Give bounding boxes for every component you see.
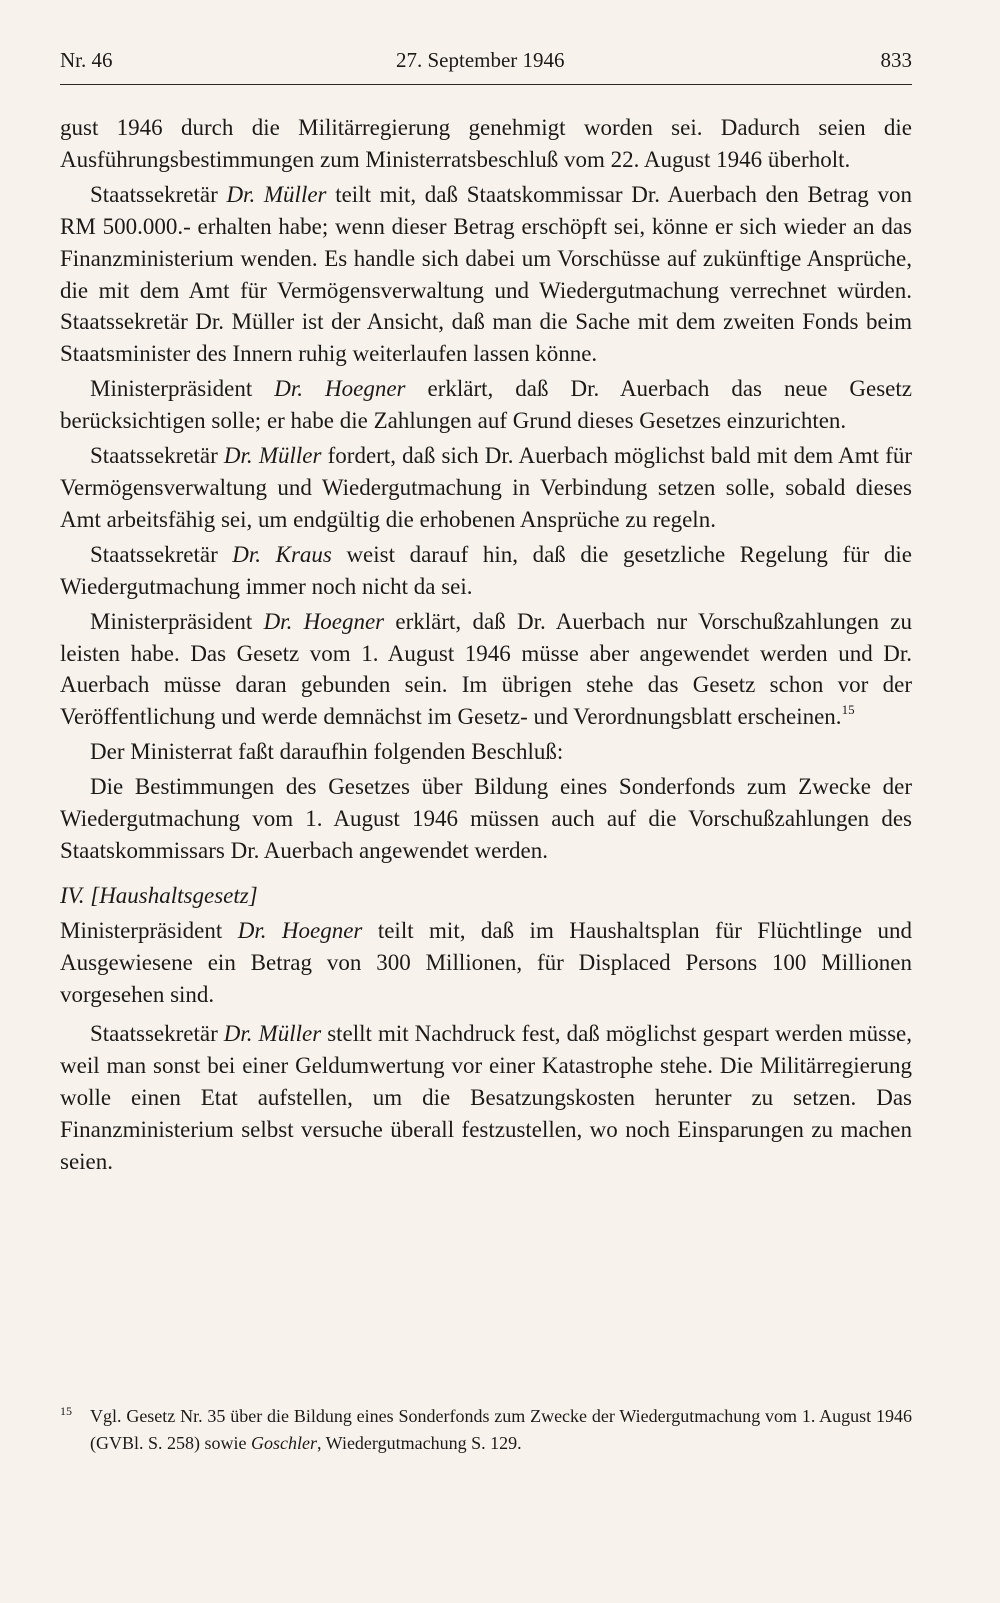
footnote: $^{15}$ Vgl. Gesetz Nr. 35 über die Bildung eines Sonderfonds zum Zwecke der Wiedergutmachung vom 1. August 1946 (GVBl. S. 258) sowie Goschler, Wiedergutmachung S. 129.	[60, 1404, 912, 1453]
paragraph: gust 1946 durch die Militärregierung genehmigt worden sei. Dadurch seien die Ausführungsbestimmungen zum Ministerratsbeschluß vom 22. August 1946 überholt.	[60, 115, 912, 172]
paragraph: Staatssekretär Dr. Müller stellt mit Nachdruck fest, daß möglichst gespart werden müsse, weil man sonst bei einer Geldumwertung vor einer Katastrophe stehe. Die Militärregierung wolle einen Etat aufstellen, um die Besatzungskosten herunter zu setzen. Das Finanzministerium selbst versuche überall festzustellen, wo noch Einsparungen zu machen seien.	[60, 1021, 912, 1175]
speaker-name: Dr. Müller	[223, 1021, 322, 1047]
paragraph: Ministerpräsident Dr. Hoegner erklärt, daß Dr. Auerbach nur Vorschußzahlungen zu leisten habe. Das Gesetz vom 1. August 1946 müsse aber angewendet werden und Dr. Auerbach müsse daran gebunden sein. Im übrigen stehe das Gesetz schon vor der Veröffentlichung und werde demnächst im Gesetz- und Verordnungsblatt erscheinen.$^{15}$	[60, 608, 913, 730]
page-number: 833	[880, 48, 912, 72]
paragraph: Der Ministerrat faßt daraufhin folgenden Beschluß:	[90, 739, 564, 765]
body-text	[60, 112, 912, 1181]
paragraph: Staatssekretär Dr. Müller fordert, daß sich Dr. Auerbach möglichst bald mit dem Amt für Vermögensverwaltung und Wiedergutmachung in Verbindung setzen solle, sobald dieses Amt arbeitsfähig sei, um endgültig die erhobenen Ansprüche zu regeln.	[60, 443, 912, 532]
speaker-name: Dr. Hoegner	[274, 376, 406, 402]
footnote-number: 15	[60, 1404, 72, 1418]
paragraph: Staatssekretär Dr. Kraus weist darauf hin, daß die gesetzliche Regelung für die Wiedergutmachung immer noch nicht da sei.	[60, 541, 912, 599]
speaker-name: Dr. Kraus	[232, 541, 332, 567]
resolution-text: Die Bestimmungen des Gesetzes über Bildung eines Sonderfonds zum Zwecke der Wiedergutmachung vom 1. August 1946 müssen auch auf die Vorschußzahlungen des Staatskommissars Dr. Auerbach angewendet werden.	[60, 774, 912, 863]
running-header	[60, 44, 912, 85]
speaker-name: Dr. Müller	[223, 443, 322, 469]
speaker-name: Dr. Hoegner	[237, 917, 363, 943]
footnote-reference[interactable]: 15	[841, 702, 855, 718]
paragraph: Ministerpräsident Dr. Hoegner teilt mit, daß im Haushaltsplan für Flüchtlinge und Ausgewiesene ein Betrag von 300 Millionen, für Displaced Persons 100 Millionen vorgesehen sind.	[60, 917, 913, 1007]
speaker-name: Dr. Müller	[226, 181, 327, 207]
footnote-author: Goschler	[251, 1433, 317, 1453]
issue-number: Nr. 46	[60, 48, 113, 72]
paragraph: Ministerpräsident Dr. Hoegner erklärt, daß Dr. Auerbach das neue Gesetz berücksichtigen solle; er habe die Zahlungen auf Grund dieses Gesetzes einzurichten.	[60, 376, 912, 434]
header-date: 27. September 1946	[396, 48, 565, 72]
section-heading: IV. [Haushaltsgesetz]	[60, 882, 258, 908]
speaker-name: Dr. Hoegner	[263, 608, 385, 634]
paragraph: Staatssekretär Dr. Müller teilt mit, daß Staatskommissar Dr. Auerbach den Betrag von RM 500.000.- erhalten habe; wenn dieser Betrag erschöpft sei, könne er sich wieder an das Finanzministerium wenden. Es handle sich dabei um Vorschüsse auf zukünftige Ansprüche, die mit dem Amt für Vermögensverwaltung und Wiedergutmachung verrechnet würden. Staatssekretär Dr. Müller ist der Ansicht, daß man die Sache mit dem zweiten Fonds beim Staatsminister des Innern ruhig weiterlaufen lassen könne.	[60, 181, 912, 367]
